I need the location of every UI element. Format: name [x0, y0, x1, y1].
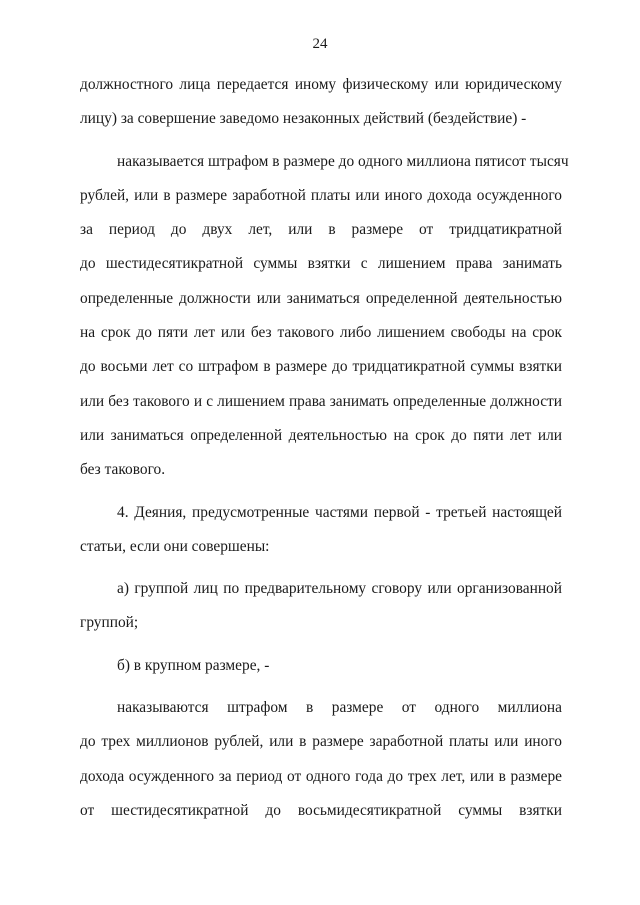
text-line: за период до двух лет, или в размере от тридцатикратной: [80, 221, 562, 239]
text-line: должностного лица передается иному физическому или юридическому: [80, 76, 562, 93]
text-line: или заниматься определенной деятельностью на срок до пяти лет или: [80, 426, 562, 444]
page-number: 24: [312, 36, 328, 52]
text-line: лицу) за совершение заведомо незаконных действий (бездействие) -: [80, 110, 527, 128]
text-line: от шестидесятикратной до восьмидесятикратной суммы взятки: [80, 801, 562, 819]
text-line: наказывается штрафом в размере до одного миллиона пятисот тысяч: [117, 152, 569, 170]
text-line: или без такового и с лишением права занимать определенные должности: [80, 392, 562, 410]
text-line: на срок до пяти лет или без такового либо лишением свободы на срок: [80, 324, 562, 342]
document-body: [80, 68, 569, 828]
text-line: б) в крупном размере, -: [117, 656, 270, 674]
text-line: дохода осужденного за период от одного года до трех лет, или в размере: [80, 767, 562, 785]
text-line: группой;: [80, 614, 139, 632]
text-line: без такового.: [80, 461, 166, 479]
text-line: наказываются штрафом в размере от одного миллиона: [117, 699, 562, 717]
text-line: рублей, или в размере заработной платы или иного дохода осужденного: [80, 186, 562, 204]
text-line: до восьми лет со штрафом в размере до тридцатикратной суммы взятки: [80, 358, 562, 376]
text-line: а) группой лиц по предварительному сговору или организованной: [117, 580, 562, 598]
text-line: статьи, если они совершены:: [80, 537, 270, 555]
text-line: определенные должности или заниматься определенной деятельностью: [80, 289, 562, 307]
text-line: 4. Деяния, предусмотренные частями первой - третьей настоящей: [117, 503, 562, 521]
text-line: до трех миллионов рублей, или в размере заработной платы или иного: [80, 733, 562, 751]
text-line: до шестидесятикратной суммы взятки с лишением права занимать: [80, 255, 562, 273]
